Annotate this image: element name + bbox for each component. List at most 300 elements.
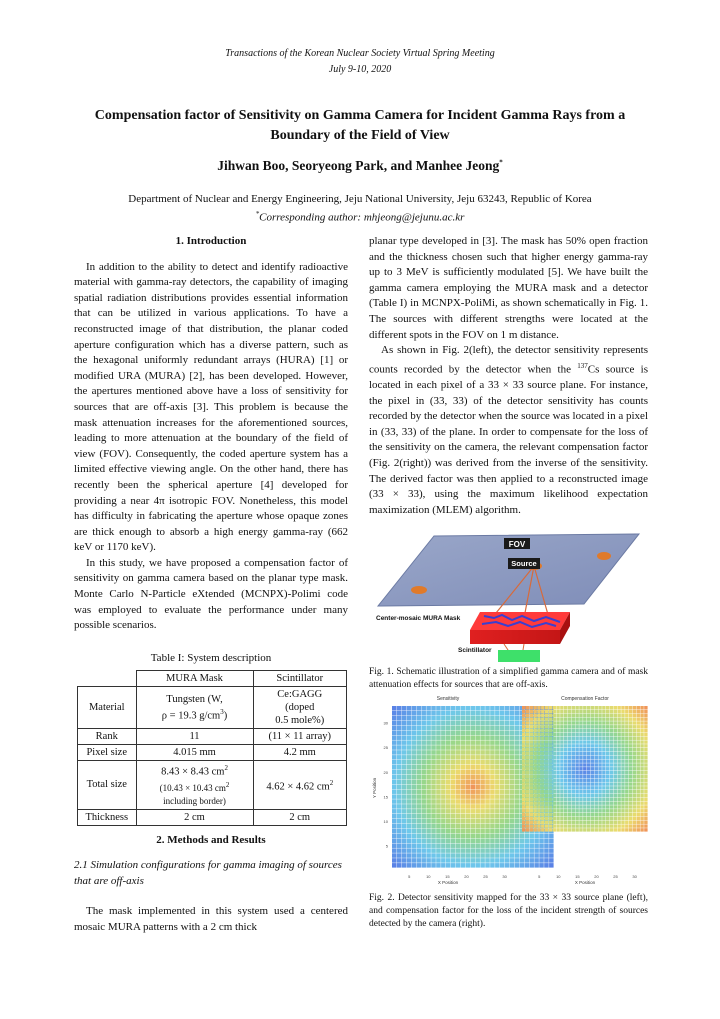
sensitivity-cell [461, 731, 466, 736]
sensitivity-cell [397, 755, 402, 760]
compensation-cell [568, 782, 571, 785]
compensation-cell [614, 714, 617, 717]
compensation-cell [522, 775, 525, 778]
compensation-cell [595, 748, 598, 751]
sensitivity-cell [475, 750, 480, 755]
compensation-cell [602, 706, 605, 709]
compensation-cell [644, 763, 647, 766]
compensation-cell [522, 782, 525, 785]
sensitivity-cell [505, 731, 510, 736]
sensitivity-cell [451, 780, 456, 785]
compensation-cell [545, 798, 548, 801]
compensation-cell [602, 775, 605, 778]
sensitivity-cell [490, 834, 495, 839]
compensation-cell [553, 714, 556, 717]
compensation-cell [568, 733, 571, 736]
compensation-cell [575, 740, 578, 743]
sensitivity-cell [515, 853, 520, 858]
compensation-cell [572, 821, 575, 824]
sensitivity-cell [402, 799, 407, 804]
compensation-cell [591, 752, 594, 755]
sensitivity-cell [475, 706, 480, 711]
compensation-cell [583, 824, 586, 827]
compensation-cell [625, 790, 628, 793]
sensitivity-cell [456, 799, 461, 804]
sensitivity-cell [417, 716, 422, 721]
compensation-cell [583, 805, 586, 808]
sensitivity-cell [471, 780, 476, 785]
sensitivity-cell [407, 799, 412, 804]
sensitivity-cell [529, 858, 534, 863]
sensitivity-cell [397, 726, 402, 731]
compensation-cell [541, 759, 544, 762]
sensitivity-cell [407, 765, 412, 770]
sensitivity-cell [421, 765, 426, 770]
compensation-cell [587, 790, 590, 793]
compensation-cell [629, 775, 632, 778]
sensitivity-cell [480, 711, 485, 716]
compensation-cell [549, 756, 552, 759]
compensation-cell [530, 794, 533, 797]
sensitivity-cell [485, 731, 490, 736]
sensitivity-cell [510, 824, 515, 829]
compensation-cell [644, 786, 647, 789]
compensation-cell [530, 733, 533, 736]
compensation-cell [526, 798, 529, 801]
sensitivity-cell [407, 804, 412, 809]
isotope-mass-number: 137 [577, 361, 588, 370]
compensation-cell [549, 813, 552, 816]
sensitivity-cell [392, 863, 397, 868]
sensitivity-cell [510, 711, 515, 716]
sensitivity-cell [495, 789, 500, 794]
compensation-cell [598, 767, 601, 770]
compensation-cell [575, 805, 578, 808]
compensation-cell [556, 817, 559, 820]
sensitivity-cell [451, 726, 456, 731]
compensation-cell [541, 775, 544, 778]
compensation-cell [553, 771, 556, 774]
compensation-cell [522, 725, 525, 728]
sensitivity-cell [446, 731, 451, 736]
sensitivity-cell [441, 814, 446, 819]
compensation-cell [606, 717, 609, 720]
compensation-cell [598, 710, 601, 713]
compensation-cell [549, 779, 552, 782]
compensation-cell [591, 740, 594, 743]
compensation-cell [568, 756, 571, 759]
sensitivity-cell [431, 731, 436, 736]
sensitivity-cell [436, 745, 441, 750]
sensitivity-cell [471, 740, 476, 745]
sensitivity-cell [426, 731, 431, 736]
sensitivity-cell [446, 740, 451, 745]
sensitivity-cell [426, 716, 431, 721]
sensitivity-cell [515, 780, 520, 785]
sensitivity-cell [544, 834, 549, 839]
sensitivity-cell [436, 780, 441, 785]
sensitivity-cell [505, 760, 510, 765]
sensitivity-cell [412, 799, 417, 804]
cell-pixel-mask: 4.015 mm [136, 745, 253, 761]
compensation-cell [522, 744, 525, 747]
sensitivity-cell [505, 858, 510, 863]
compensation-cell [526, 759, 529, 762]
compensation-cell [633, 756, 636, 759]
sensitivity-cell [451, 775, 456, 780]
sensitivity-cell [417, 706, 422, 711]
sensitivity-cell [529, 843, 534, 848]
compensation-cell [560, 828, 563, 831]
sensitivity-cell [397, 775, 402, 780]
sensitivity-cell [397, 765, 402, 770]
sensitivity-cell [446, 721, 451, 726]
compensation-cell [625, 710, 628, 713]
compensation-cell [549, 805, 552, 808]
compensation-cell [575, 721, 578, 724]
sensitivity-cell [426, 848, 431, 853]
compensation-cell [614, 805, 617, 808]
compensation-cell [553, 801, 556, 804]
methods-heading: 2. Methods and Results [156, 834, 266, 846]
sensitivity-cell [466, 819, 471, 824]
sensitivity-cell [426, 780, 431, 785]
sensitivity-cell [407, 858, 412, 863]
sensitivity-cell [480, 721, 485, 726]
sensitivity-cell [500, 824, 505, 829]
sensitivity-cell [505, 740, 510, 745]
sensitivity-cell [515, 735, 520, 740]
compensation-cell [614, 740, 617, 743]
sensitivity-cell [392, 760, 397, 765]
sensitivity-cell [495, 711, 500, 716]
sensitivity-cell [456, 809, 461, 814]
sensitivity-cell [392, 726, 397, 731]
compensation-cell [640, 744, 643, 747]
compensation-cell [614, 733, 617, 736]
sensitivity-cell [549, 834, 554, 839]
sensitivity-cell [466, 721, 471, 726]
compensation-cell [629, 782, 632, 785]
compensation-cell [606, 782, 609, 785]
sensitivity-cell [495, 735, 500, 740]
compensation-cell [564, 717, 567, 720]
sensitivity-cell [544, 863, 549, 868]
sensitivity-cell [466, 760, 471, 765]
compensation-cell [640, 706, 643, 709]
compensation-cell [629, 717, 632, 720]
compensation-cell [549, 710, 552, 713]
sensitivity-cell [466, 726, 471, 731]
cell-thickness-mask: 2 cm [136, 809, 253, 825]
sensitivity-cell [461, 829, 466, 834]
compensation-cell [610, 824, 613, 827]
compensation-cell [598, 805, 601, 808]
sensitivity-cell [397, 745, 402, 750]
compensation-cell [522, 706, 525, 709]
sensitivity-cell [490, 789, 495, 794]
sensitivity-cell [417, 843, 422, 848]
sensitivity-cell [451, 819, 456, 824]
compensation-cell [595, 813, 598, 816]
sensitivity-cell [510, 765, 515, 770]
compensation-cell [549, 801, 552, 804]
compensation-cell [556, 756, 559, 759]
compensation-cell [572, 725, 575, 728]
compensation-cell [583, 710, 586, 713]
compensation-cell [633, 759, 636, 762]
compensation-cell [541, 767, 544, 770]
sensitivity-cell [505, 765, 510, 770]
sensitivity-cell [471, 731, 476, 736]
author-mark: * [499, 158, 503, 167]
sensitivity-cell [456, 735, 461, 740]
sensitivity-cell [402, 804, 407, 809]
compensation-cell [537, 801, 540, 804]
sensitivity-cell [392, 711, 397, 716]
sensitivity-cell [417, 775, 422, 780]
sensitivity-cell [485, 775, 490, 780]
sensitivity-cell [461, 750, 466, 755]
compensation-cell [595, 717, 598, 720]
compensation-cell [564, 813, 567, 816]
sensitivity-cell [500, 755, 505, 760]
compensation-cell [610, 801, 613, 804]
sensitivity-cell [500, 770, 505, 775]
compensation-cell [637, 805, 640, 808]
compensation-cell [583, 782, 586, 785]
sensitivity-cell [480, 740, 485, 745]
sensitivity-cell [412, 780, 417, 785]
compensation-cell [533, 821, 536, 824]
sensitivity-cell [505, 775, 510, 780]
compensation-cell [526, 767, 529, 770]
sensitivity-cell [417, 780, 422, 785]
compensation-cell [598, 725, 601, 728]
sensitivity-cell [461, 765, 466, 770]
total-mask-line3: including border) [163, 795, 226, 806]
compensation-cell [560, 782, 563, 785]
sensitivity-cell [510, 770, 515, 775]
sensitivity-cell [471, 765, 476, 770]
sensitivity-cell [471, 839, 476, 844]
compensation-cell [598, 824, 601, 827]
compensation-cell [556, 706, 559, 709]
compensation-cell [621, 744, 624, 747]
sensitivity-cell [436, 843, 441, 848]
x-tick-label: 15 [575, 874, 580, 879]
sensitivity-cell [402, 819, 407, 824]
sensitivity-cell [510, 740, 515, 745]
compensation-cell [640, 790, 643, 793]
sensitivity-cell [451, 760, 456, 765]
sensitivity-cell [475, 814, 480, 819]
sensitivity-cell [402, 750, 407, 755]
compensation-cell [564, 721, 567, 724]
compensation-cell [595, 794, 598, 797]
compensation-cell [579, 801, 582, 804]
sensitivity-cell [480, 789, 485, 794]
sensitivity-cell [402, 706, 407, 711]
sensitivity-cell [515, 755, 520, 760]
sensitivity-cell [392, 853, 397, 858]
sensitivity-cell [441, 770, 446, 775]
sensitivity-cell [426, 804, 431, 809]
sensitivity-cell [515, 819, 520, 824]
sensitivity-cell [397, 716, 402, 721]
compensation-cell [526, 790, 529, 793]
sensitivity-cell [505, 809, 510, 814]
compensation-cell [637, 717, 640, 720]
compensation-cell [556, 740, 559, 743]
sensitivity-cell [397, 799, 402, 804]
compensation-cell [640, 717, 643, 720]
compensation-cell [549, 794, 552, 797]
compensation-cell [564, 763, 567, 766]
compensation-cell [633, 717, 636, 720]
compensation-cell [575, 786, 578, 789]
compensation-cell [617, 729, 620, 732]
compensation-cell [591, 714, 594, 717]
sensitivity-cell [500, 848, 505, 853]
sensitivity-cell [451, 809, 456, 814]
sensitivity-cell [446, 858, 451, 863]
compensation-cell [633, 706, 636, 709]
compensation-cell [640, 775, 643, 778]
sensitivity-cell [475, 735, 480, 740]
compensation-cell [595, 706, 598, 709]
compensation-cell [591, 721, 594, 724]
sensitivity-cell [421, 809, 426, 814]
compensation-cell [587, 821, 590, 824]
compensation-cell [644, 798, 647, 801]
compensation-cell [572, 794, 575, 797]
sensitivity-cell [397, 853, 402, 858]
compensation-cell [640, 813, 643, 816]
compensation-cell [595, 824, 598, 827]
compensation-cell [564, 779, 567, 782]
sensitivity-cell [407, 785, 412, 790]
sensitivity-cell [500, 834, 505, 839]
sensitivity-cell [436, 809, 441, 814]
compensation-cell [644, 710, 647, 713]
sensitivity-cell [421, 770, 426, 775]
compensation-cell [533, 771, 536, 774]
y-tick-label: 10 [383, 818, 388, 824]
compensation-cell [629, 809, 632, 812]
compensation-cell [568, 821, 571, 824]
sensitivity-cell [475, 721, 480, 726]
sensitivity-cell [441, 804, 446, 809]
compensation-cell [637, 759, 640, 762]
compensation-cell [644, 801, 647, 804]
sensitivity-cell [466, 755, 471, 760]
sensitivity-cell [471, 863, 476, 868]
compensation-cell [568, 790, 571, 793]
sensitivity-cell [451, 789, 456, 794]
compensation-cell [595, 725, 598, 728]
sensitivity-cell [471, 853, 476, 858]
compensation-cell [526, 817, 529, 820]
compensation-cell [549, 817, 552, 820]
sensitivity-cell [461, 711, 466, 716]
compensation-cell [621, 759, 624, 762]
compensation-cell [621, 721, 624, 724]
sensitivity-cell [417, 809, 422, 814]
sensitivity-cell [461, 735, 466, 740]
compensation-cell [606, 779, 609, 782]
sensitivity-cell [515, 775, 520, 780]
compensation-cell [629, 721, 632, 724]
compensation-cell [553, 786, 556, 789]
sensitivity-cell [456, 785, 461, 790]
sensitivity-cell [505, 721, 510, 726]
compensation-cell [530, 779, 533, 782]
compensation-cell [549, 763, 552, 766]
compensation-cell [640, 817, 643, 820]
compensation-cell [579, 756, 582, 759]
compensation-cell [564, 817, 567, 820]
compensation-cell [621, 714, 624, 717]
compensation-cell [560, 790, 563, 793]
compensation-cell [606, 756, 609, 759]
sensitivity-cell [421, 745, 426, 750]
compensation-cell [629, 714, 632, 717]
compensation-cell [625, 733, 628, 736]
compensation-cell [617, 710, 620, 713]
compensation-cell [545, 740, 548, 743]
compensation-cell [583, 729, 586, 732]
compensation-cell [579, 775, 582, 778]
methods-column [74, 904, 348, 935]
compensation-cell [637, 779, 640, 782]
table-row-thickness [78, 809, 347, 825]
sensitivity-cell [480, 731, 485, 736]
sensitivity-cell [539, 843, 544, 848]
compensation-cell [625, 721, 628, 724]
compensation-cell [591, 813, 594, 816]
compensation-cell [598, 733, 601, 736]
sensitivity-cell [456, 853, 461, 858]
sensitivity-cell [426, 721, 431, 726]
compensation-cell [572, 813, 575, 816]
compensation-cell [568, 775, 571, 778]
sensitivity-cell [397, 848, 402, 853]
compensation-cell [610, 721, 613, 724]
compensation-cell [541, 740, 544, 743]
compensation-cell [541, 756, 544, 759]
sensitivity-cell [544, 839, 549, 844]
sensitivity-cell [441, 843, 446, 848]
sensitivity-cell [446, 843, 451, 848]
sensitivity-cell [515, 745, 520, 750]
sensitivity-cell [495, 755, 500, 760]
compensation-cell [575, 756, 578, 759]
sensitivity-cell [421, 780, 426, 785]
compensation-cell [606, 824, 609, 827]
compensation-cell [637, 763, 640, 766]
sensitivity-cell [426, 735, 431, 740]
compensation-cell [614, 721, 617, 724]
sensitivity-cell [426, 814, 431, 819]
compensation-cell [549, 767, 552, 770]
sensitivity-cell [431, 814, 436, 819]
compensation-cell [575, 828, 578, 831]
compensation-cell [629, 710, 632, 713]
compensation-cell [637, 821, 640, 824]
sensitivity-cell [412, 750, 417, 755]
compensation-cell [625, 756, 628, 759]
